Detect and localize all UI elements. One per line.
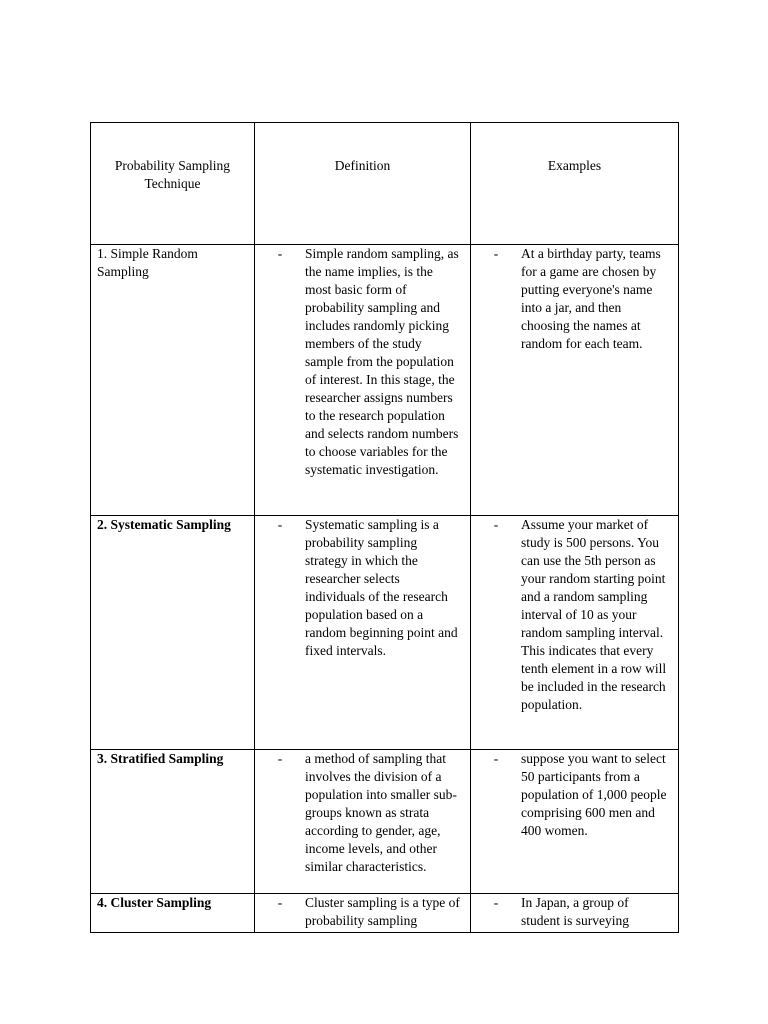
table-row [91, 245, 679, 516]
table-row [91, 516, 679, 750]
example-cell [471, 894, 679, 933]
bullet-dash: - [277, 895, 283, 910]
technique-cell [91, 516, 255, 750]
bullet-dash: - [493, 517, 499, 532]
table-header-row [91, 123, 679, 245]
definition-text: Simple random sampling, as the name implies, is the most basic form of probability sampling and includes randomly picking members of the study sample from the population of interest. In this stage, the researcher assigns numbers to the research population and selects random numbers to choose variables for the systematic investigation. [305, 246, 459, 477]
example-cell [471, 245, 679, 516]
technique-label: 1. Simple Random Sampling [97, 246, 198, 279]
bullet-dash: - [493, 751, 499, 766]
definition-cell [255, 894, 471, 933]
table-row [91, 894, 679, 933]
bullet-dash: - [277, 517, 283, 532]
definition-text: a method of sampling that involves the division of a population into smaller sub-groups known as strata according to gender, age, income levels, and other similar characteristics. [305, 751, 457, 874]
technique-label: 4. Cluster Sampling [97, 895, 212, 910]
sampling-techniques-table [90, 122, 679, 933]
table-row [91, 750, 679, 894]
header-technique-text: Probability Sampling Technique [114, 158, 231, 191]
definition-cell [255, 516, 471, 750]
bullet-dash: - [493, 246, 499, 261]
bullet-dash: - [493, 895, 499, 910]
technique-cell [91, 245, 255, 516]
example-cell [471, 516, 679, 750]
technique-cell [91, 750, 255, 894]
technique-label: 2. Systematic Sampling [97, 517, 231, 532]
technique-label: 3. Stratified Sampling [97, 751, 224, 766]
header-cell-examples [471, 123, 679, 245]
example-text: At a birthday party, teams for a game are chosen by putting everyone's name into a jar, and then choosing the names at random for each team. [521, 246, 661, 351]
example-cell [471, 750, 679, 894]
definition-cell [255, 750, 471, 894]
definition-text: Systematic sampling is a probability sampling strategy in which the researcher selects individuals of the research population based on a random beginning point and fixed intervals. [305, 517, 458, 658]
header-definition-text: Definition [334, 158, 391, 173]
example-text: suppose you want to select 50 participants from a population of 1,000 people comprising 600 men and 400 women. [521, 751, 667, 838]
example-text: In Japan, a group of student is surveying [521, 895, 629, 928]
example-text: Assume your market of study is 500 persons. You can use the 5th person as your random starting point and a random sampling interval of 10 as your random sampling interval. This indicates that every tenth element in a row will be included in the research population. [521, 517, 667, 712]
technique-cell [91, 894, 255, 933]
definition-cell [255, 245, 471, 516]
header-cell-technique [91, 123, 255, 245]
header-examples-text: Examples [547, 158, 602, 173]
header-cell-definition [255, 123, 471, 245]
bullet-dash: - [277, 246, 283, 261]
bullet-dash: - [277, 751, 283, 766]
definition-text: Cluster sampling is a type of probability sampling [305, 895, 460, 928]
